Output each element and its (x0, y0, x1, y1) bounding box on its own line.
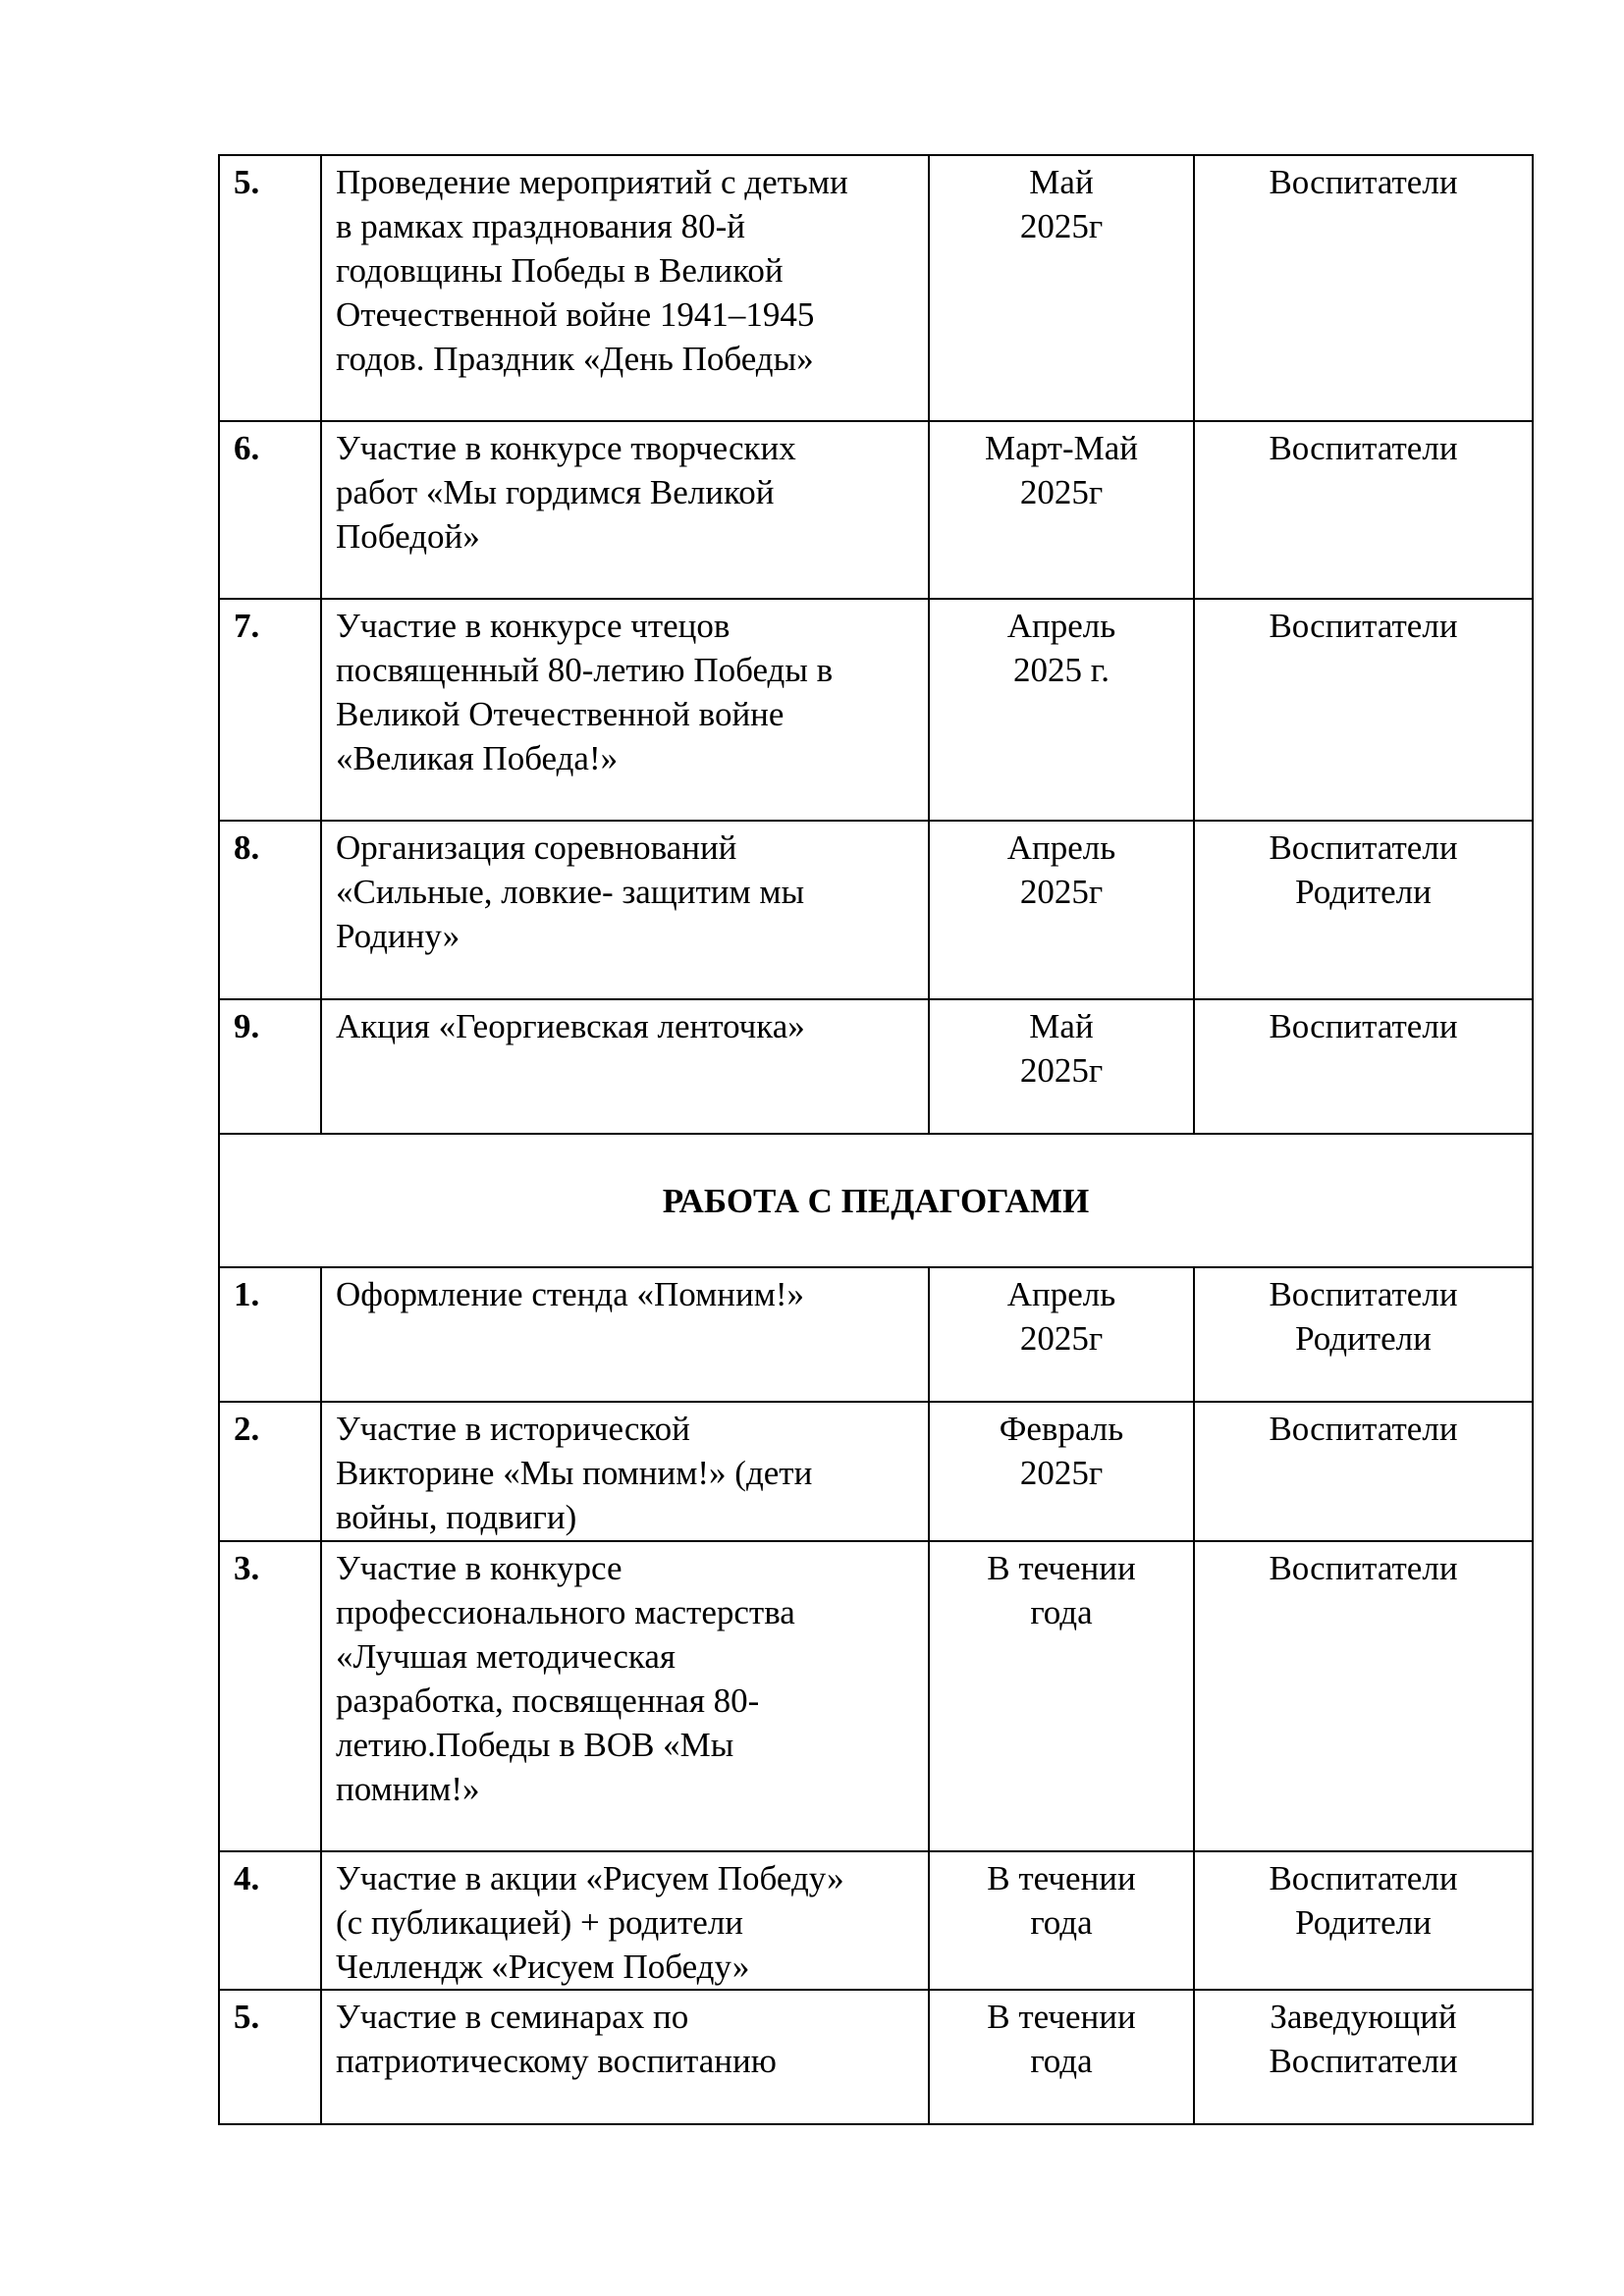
activity-cell: Участие в конкурсе профессионального мастерства «Лучшая методическая разработка, посвященная 80- летию.Победы в ВОВ «Мы помним!» (321, 1541, 929, 1851)
table-row (219, 1402, 1533, 1541)
date-cell: Февраль 2025г (929, 1402, 1194, 1541)
activity-cell: Оформление стенда «Помним!» (321, 1267, 929, 1402)
table-row (219, 155, 1533, 421)
row-number: 4. (219, 1851, 321, 1990)
row-number: 7. (219, 599, 321, 821)
date-cell: В течении года (929, 1851, 1194, 1990)
row-number: 1. (219, 1267, 321, 1402)
responsible-cell: Воспитатели Родители (1194, 821, 1533, 999)
row-number: 8. (219, 821, 321, 999)
row-number: 2. (219, 1402, 321, 1541)
activity-cell: Организация соревнований «Сильные, ловкие- защитим мы Родину» (321, 821, 929, 999)
table-row (219, 1990, 1533, 2124)
activity-cell: Акция «Георгиевская ленточка» (321, 999, 929, 1134)
table-row (219, 1267, 1533, 1402)
table-row (219, 821, 1533, 999)
responsible-cell: Воспитатели (1194, 999, 1533, 1134)
activity-cell: Участие в конкурсе чтецов посвященный 80-летию Победы в Великой Отечественной войне «Великая Победа!» (321, 599, 929, 821)
table-row (219, 999, 1533, 1134)
section-row (219, 1134, 1533, 1267)
date-cell: В течении года (929, 1990, 1194, 2124)
table-row (219, 1851, 1533, 1990)
date-cell: Апрель 2025г (929, 1267, 1194, 1402)
responsible-cell: Воспитатели (1194, 155, 1533, 421)
row-number: 9. (219, 999, 321, 1134)
table-row (219, 599, 1533, 821)
section-heading: РАБОТА С ПЕДАГОГАМИ (219, 1134, 1533, 1267)
responsible-cell: Воспитатели Родители (1194, 1851, 1533, 1990)
date-cell: В течении года (929, 1541, 1194, 1851)
responsible-cell: Заведующий Воспитатели (1194, 1990, 1533, 2124)
plan-table (218, 154, 1534, 2125)
date-cell: Май 2025г (929, 999, 1194, 1134)
responsible-cell: Воспитатели (1194, 1402, 1533, 1541)
activity-cell: Проведение мероприятий с детьми в рамках празднования 80-й годовщины Победы в Великой Отечественной войне 1941–1945 годов. Праздник «День Победы» (321, 155, 929, 421)
responsible-cell: Воспитатели (1194, 599, 1533, 821)
table-row (219, 1541, 1533, 1851)
date-cell: Март-Май 2025г (929, 421, 1194, 599)
responsible-cell: Воспитатели (1194, 1541, 1533, 1851)
activity-cell: Участие в семинарах по патриотическому воспитанию (321, 1990, 929, 2124)
activity-cell: Участие в акции «Рисуем Победу» (с публикацией) + родители Челлендж «Рисуем Победу» (321, 1851, 929, 1990)
row-number: 3. (219, 1541, 321, 1851)
row-number: 5. (219, 155, 321, 421)
row-number: 5. (219, 1990, 321, 2124)
responsible-cell: Воспитатели Родители (1194, 1267, 1533, 1402)
row-number: 6. (219, 421, 321, 599)
date-cell: Апрель 2025г (929, 821, 1194, 999)
date-cell: Апрель 2025 г. (929, 599, 1194, 821)
activity-cell: Участие в конкурсе творческих работ «Мы гордимся Великой Победой» (321, 421, 929, 599)
activity-cell: Участие в исторической Викторине «Мы помним!» (дети войны, подвиги) (321, 1402, 929, 1541)
table-row (219, 421, 1533, 599)
date-cell: Май 2025г (929, 155, 1194, 421)
responsible-cell: Воспитатели (1194, 421, 1533, 599)
